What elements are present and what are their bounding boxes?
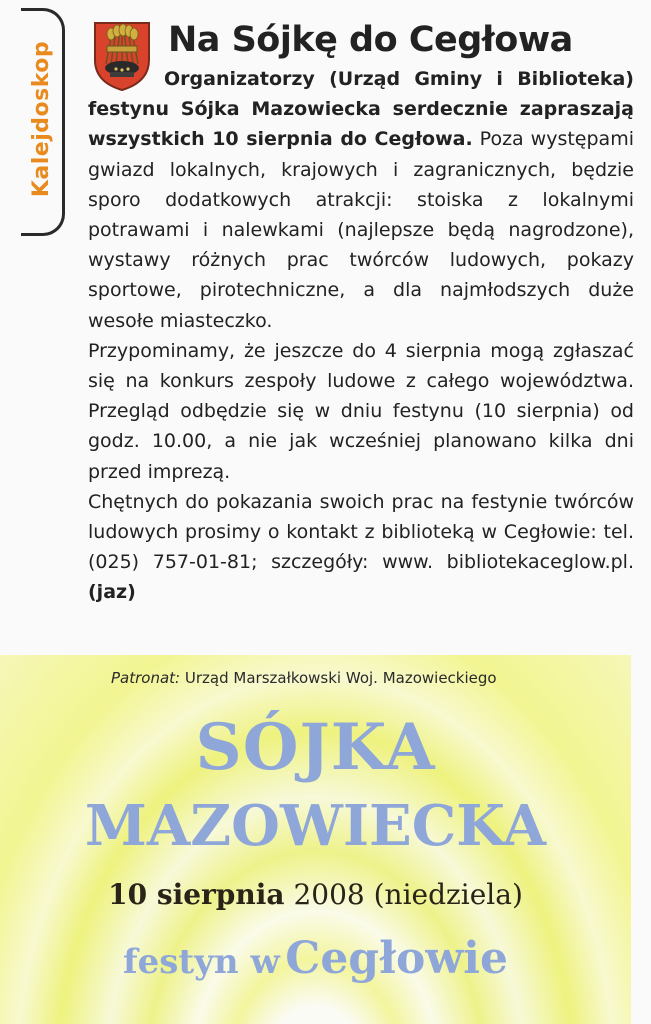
paragraph-3: [88, 487, 634, 608]
poster-title-line-1: SÓJKA: [195, 710, 436, 785]
patron-line: [111, 669, 497, 687]
poster-date-weekday: (niedziela): [373, 878, 523, 911]
section-tab-label: Kalejdoskop: [29, 40, 54, 198]
event-poster: [0, 655, 631, 1024]
paragraph-3-text: Chętnych do pokazania swoich prac na festynie twórców ludowych prosimy o kontakt z biblioteką w Cegłowie: tel.(025) 757-01-81; szczegóły: www. bibliotekaceglow.pl.: [88, 490, 634, 574]
poster-date-year: 2008: [293, 878, 365, 911]
poster-date-day: 10 sierpnia: [108, 878, 285, 911]
author-signature: (jaz): [88, 581, 136, 604]
article-lead: Organizatorzy (Urząd Gminy i Biblioteka) festynu Sójka Mazowiecka serdecznie zapraszają wszystkich 10 sierpnia do Cegłowa.: [88, 68, 634, 151]
poster-event-word: festyn w: [123, 942, 280, 982]
patron-label: Patronat:: [111, 669, 181, 687]
section-tab: [21, 8, 65, 236]
paragraph-1-rest: Poza występami gwiazd lokalnych, krajowych i zagranicznych, będzie sporo dodatkowych atrakcji: stoiska z lokalnymi potrawami i nalewkami (najlepsze będą nagrodzone), wystawy różnych prac twórców ludowych, pokazy sportowe, pirotechniczne, a dla najmłodszych duże wesołe miasteczko.: [88, 128, 634, 332]
patron-name: Urząd Marszałkowski Woj. Mazowieckiego: [184, 669, 497, 687]
poster-title-line-2: MAZOWIECKA: [84, 793, 547, 859]
article-body: [88, 64, 634, 608]
paragraph-2: Przypominamy, że jeszcze do 4 sierpnia mogą zgłaszać się na konkurs zespoły ludowe z całego województwa. Przegląd odbędzie się w dniu festynu (10 sierpnia) od godz. 10.00, a nie jak wcześniej planowano kilka dni przed imprezą.: [88, 339, 634, 483]
paragraph-1: [88, 64, 634, 336]
article-title: Na Sójkę do Cegłowa: [168, 20, 573, 60]
poster-event-line: [0, 933, 631, 984]
poster-event-place: Cegłowie: [285, 933, 508, 984]
poster-date: [0, 878, 631, 911]
